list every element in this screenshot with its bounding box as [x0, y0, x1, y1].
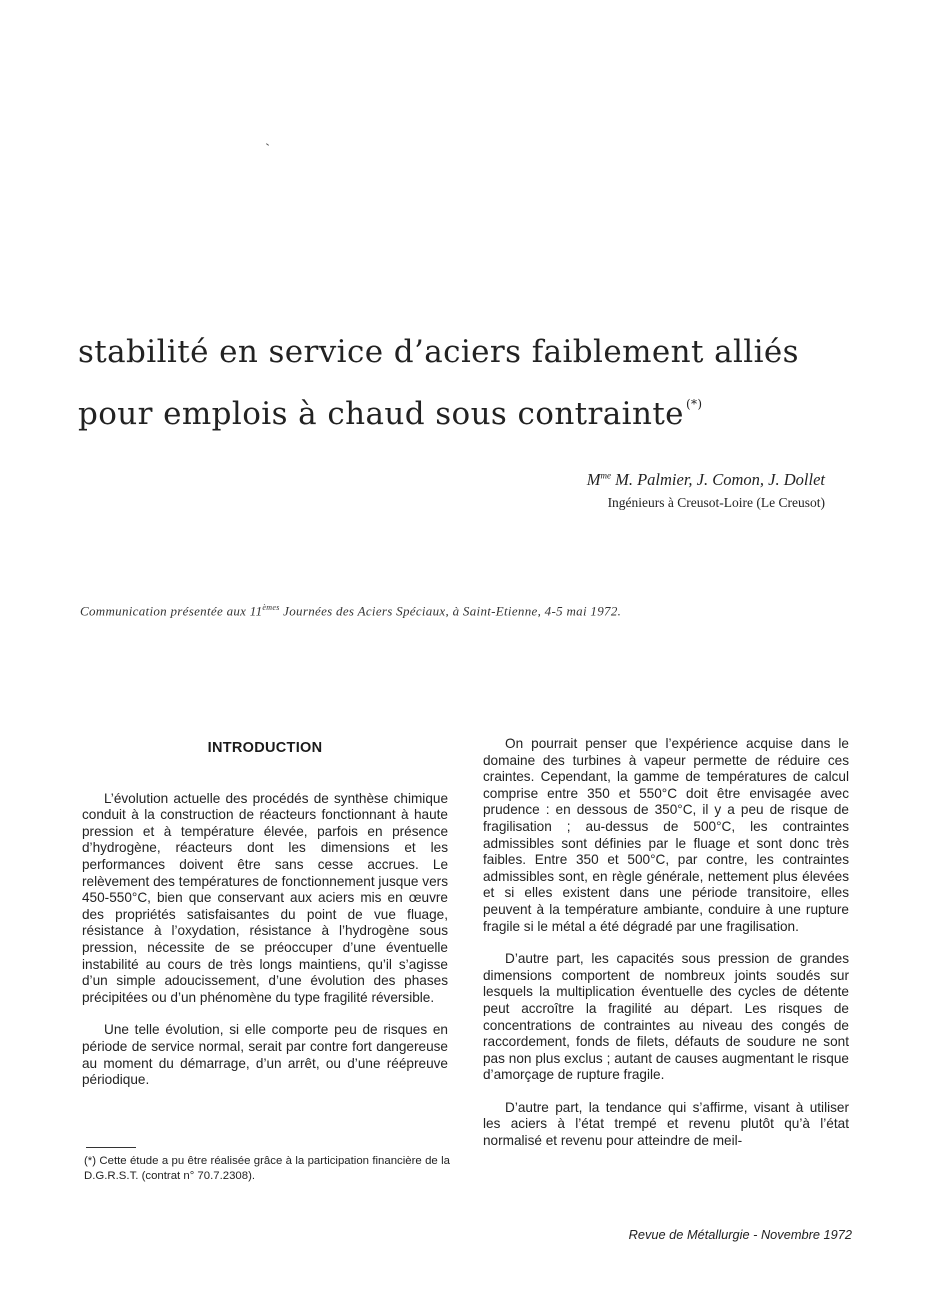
author-title-prefix-sup: me — [600, 470, 611, 481]
communication-before: Communication présentée aux 11 — [80, 603, 263, 619]
author-names: M. Palmier, J. Comon, J. Dollet — [610, 470, 825, 489]
print-speck — [266, 143, 269, 146]
affiliation: Ingénieurs à Creusot-Loire (Le Creusot) — [607, 495, 825, 510]
paragraph: On pourrait penser que l’expérience acquise dans le domaine des turbines à vapeur permette de réduire ces craintes. Cependant, la gamme de températures de calcul comprise entre 350 et 550°C doit être envisagée avec prudence : en dessous de 350°C, il y a peu de risque de fragilisation ; au-dessus de 500°C, les contraintes admissibles sont définies par le fluage et sont donc très faibles. Entre 350 et 500°C, par contre, les contraintes admissibles sont, en règle générale, nettement plus élevées et si elles existent dans une période transitoire, elles peuvent à la température ambiante, conduire à une rupture fragile si le métal a été dégradé par une fragilisation. — [483, 736, 849, 934]
left-column — [82, 736, 448, 1089]
paragraph: D’autre part, la tendance qui s’affirme, visant à utiliser les aciers à l’état trempé et revenu plutôt qu’à l’état normalisé et revenu pour atteindre de meil- — [483, 1099, 849, 1149]
title-footnote-mark: (*) — [685, 397, 703, 411]
paragraph: D’autre part, les capacités sous pression de grandes dimensions comportent de nombreux joints soudés sur lesquels la multiplication éventuelle des cycles de détente peut accroître la fragilité au départ. Les risques de concentrations de contraintes au niveau des congés de raccordement, fonds de filets, défauts de soudure ne sont pas non plus exclus ; autant de causes augmentant le risque d’amorçage de rupture fragile. — [483, 951, 849, 1083]
footnote-rule — [86, 1147, 136, 1148]
footnote: (*) Cette étude a pu être réalisée grâce à la participation financière de la D.G.R.S.T. (contrat n° 70.7.2308). — [84, 1155, 450, 1182]
title-line-2: pour emplois à chaud sous contrainte — [78, 396, 684, 432]
right-column — [483, 736, 849, 1150]
journal-footer: Revue de Métallurgie - Novembre 1972 — [628, 1227, 852, 1242]
paragraph: Une telle évolution, si elle comporte peu de risques en période de service normal, serait par contre fort dangereuse au moment du démarrage, d’un arrêt, ou d’une réépreuve périodique. — [82, 1022, 448, 1088]
communication-sup: èmes — [262, 603, 280, 612]
article-title — [78, 326, 878, 440]
author-title-prefix: M — [586, 470, 601, 489]
section-heading-introduction: INTRODUCTION — [207, 740, 323, 756]
communication-note — [80, 603, 621, 619]
paragraph: L’évolution actuelle des procédés de synthèse chimique conduit à la construction de réacteurs fonctionnant à haute pression et à température élevée, parfois en présence d’hydrogène, réacteurs dont les dimensions et les performances doivent être sans cesse accrues. Le relèvement des températures de fonctionnement jusque vers 450-550°C, bien que conservant aux aciers mis en œuvre des propriétés satisfaisantes du point de vue fluage, résistance à l’oxydation, résistance à l’hydrogène sous pression, nécessite de se préoccuper d’une éventuelle instabilité au cours de très longs maintiens, qu’il s’agisse d’un simple adoucissement, d’une évolution des phases précipitées ou d’un phénomène du type fragilité réversible. — [82, 790, 448, 1005]
title-line-1: stabilité en service d’aciers faiblement alliés — [78, 334, 799, 370]
communication-after: Journées des Aciers Spéciaux, à Saint-Etienne, 4-5 mai 1972. — [279, 603, 622, 619]
authors — [587, 470, 825, 490]
